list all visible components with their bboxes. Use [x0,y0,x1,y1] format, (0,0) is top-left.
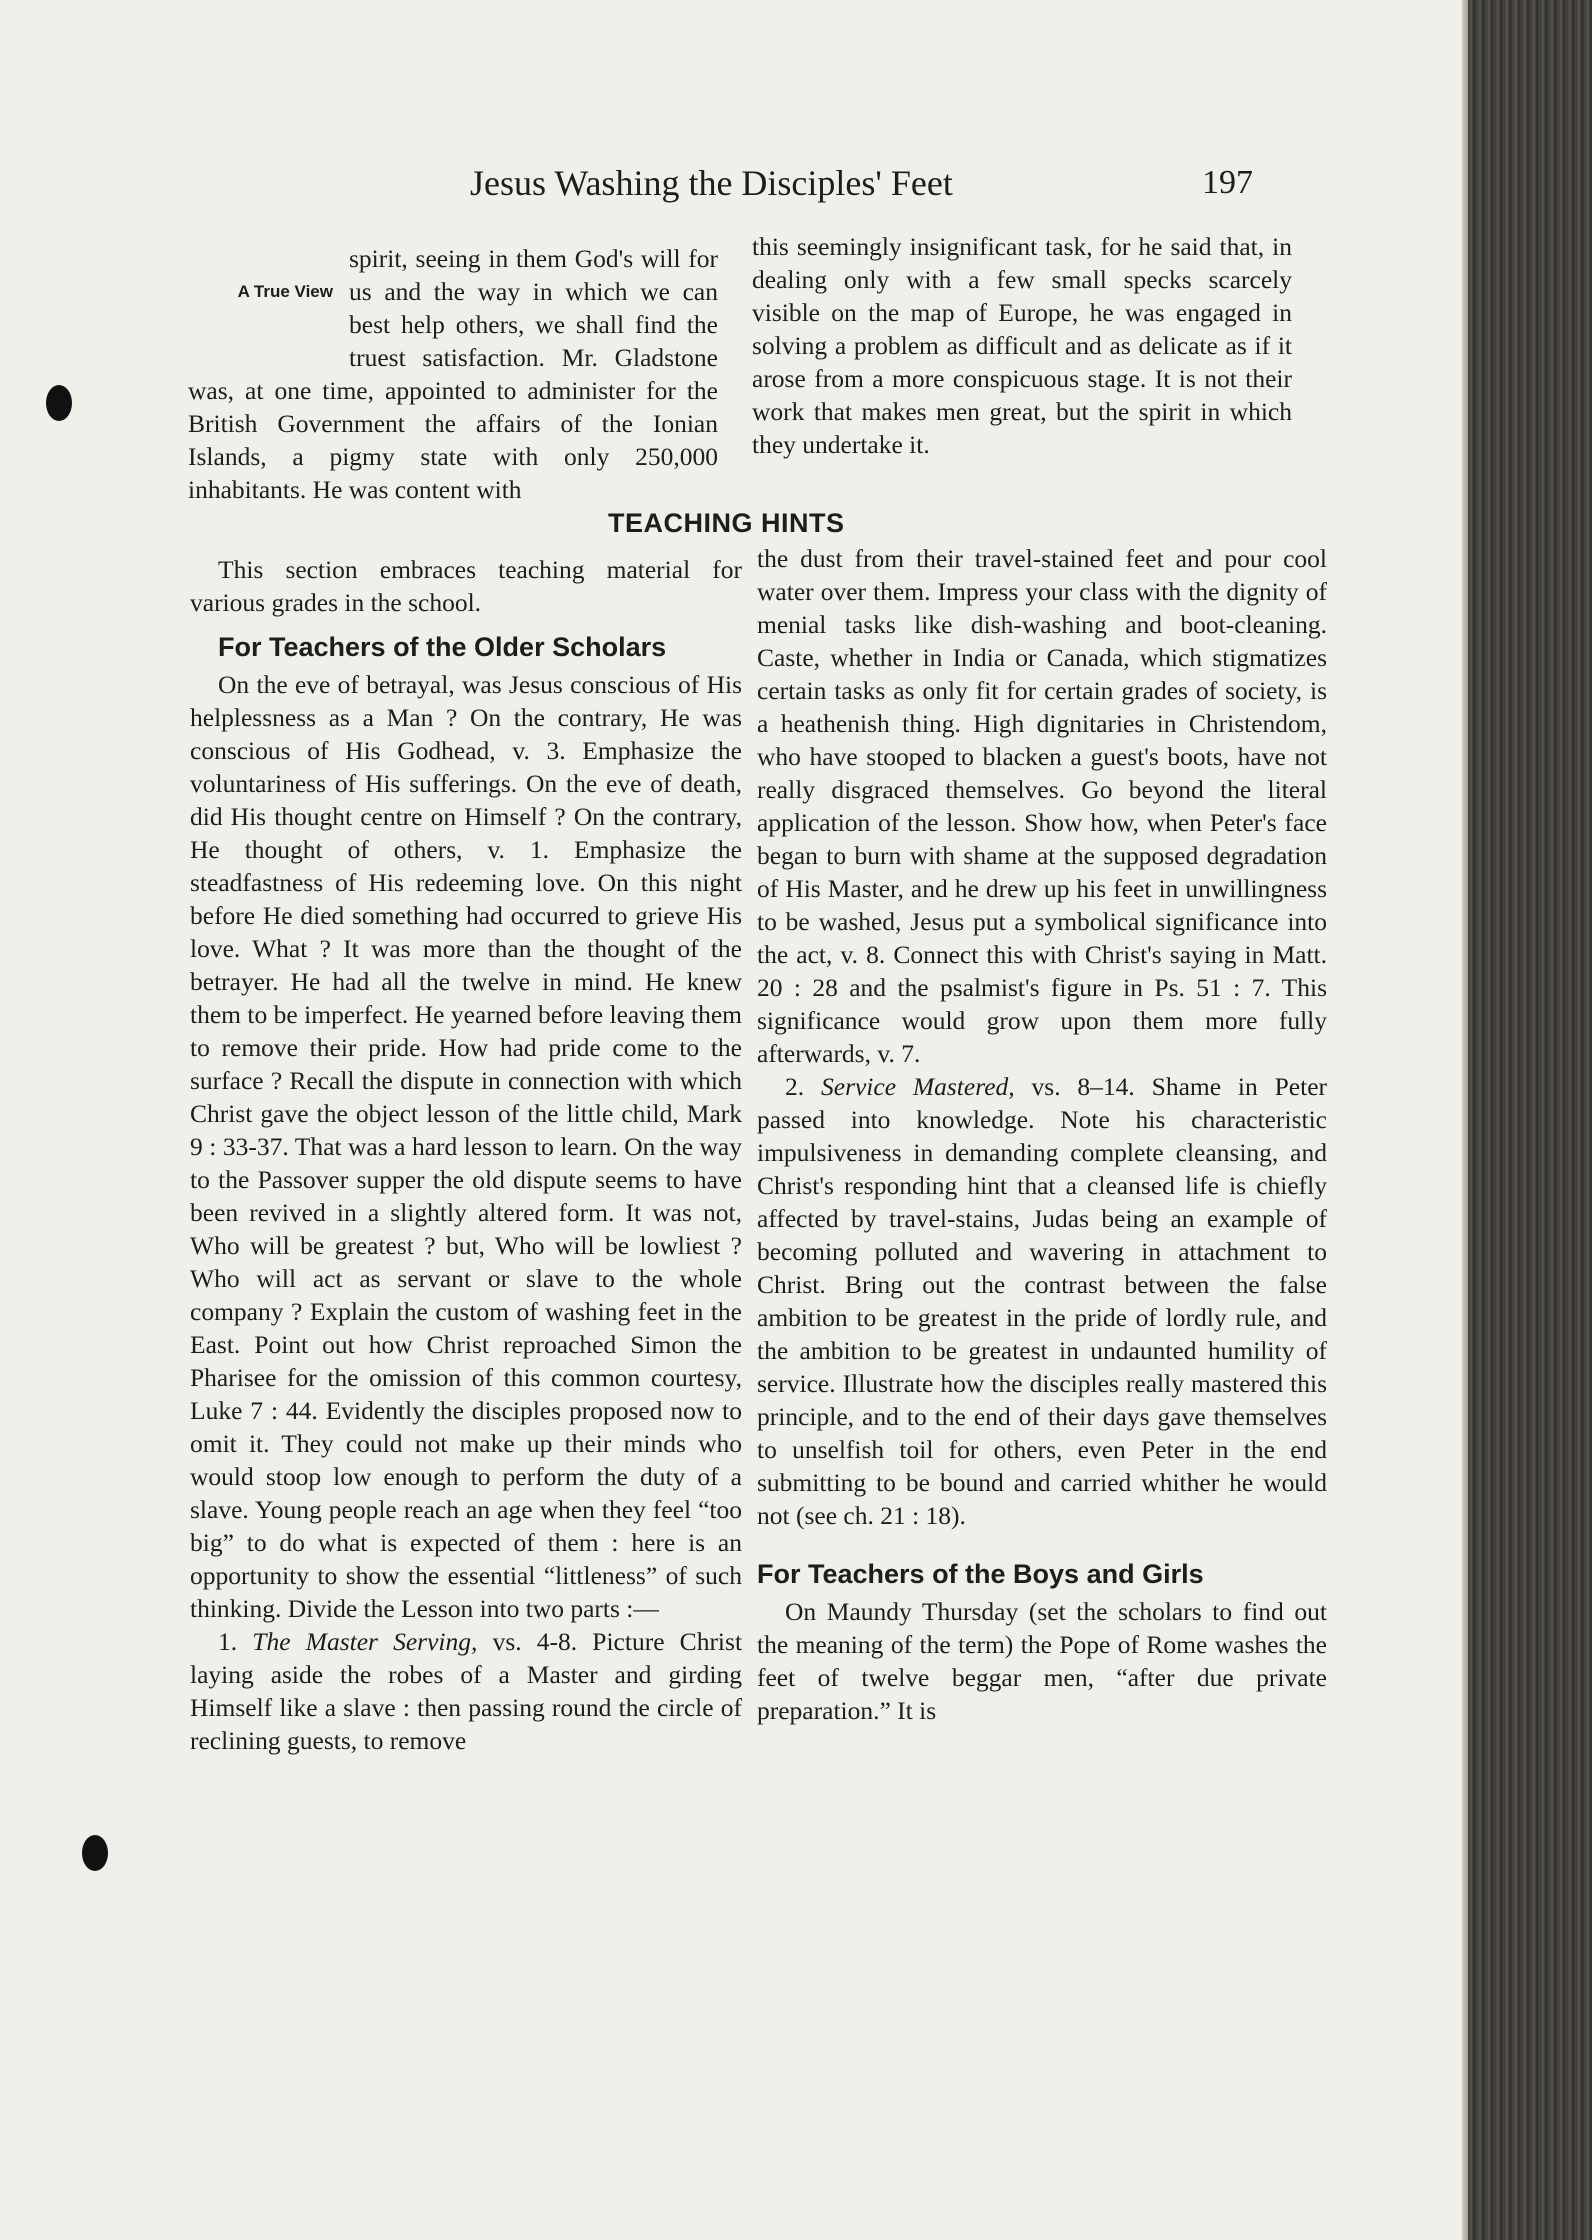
boys-girls-heading: For Teachers of the Boys and Girls [757,1559,1204,1589]
point-title: The Master Serving, [252,1627,478,1656]
point-number: 1. [218,1627,238,1656]
point-text: vs. 4-8. Picture Christ laying aside the robes of a Master and girding Himself like a slave : then passing round the circle of reclining guests, to remove [190,1627,743,1755]
left-column-top [188,242,718,506]
paragraph: On the eve of betrayal, was Jesus conscious of His helplessness as a Man ? On the contrary, He was conscious of His Godhead, v. 3. Emphasize the voluntariness of His sufferings. On the eve of death, did His thought centre on Himself ? On the contrary, He thought of others, v. 1. Emphasize the steadfastness of His redeeming love. On this night before He died something had occurred to grieve His love. What ? It was more than the thought of the betrayer. He had all the twelve in mind. He knew them to be imperfect. He yearned before leaving them to remove their pride. How had pride come to the surface ? Recall the dispute in connection with which Christ gave the object lesson of the little child, Mark 9 : 33-37. That was a hard lesson to learn. On the way to the Passover supper the old dispute seems to have been revived in a slightly altered form. It was not, Who will be greatest ? but, Who will be lowliest ? Who will act as servant or slave to the whole company ? Explain the custom of washing feet in the East. Point out how Christ reproached Simon the Pharisee for the omission of this common courtesy, Luke 7 : 44. Evidently the disciples proposed now to omit it. They could not make up their minds who would stoop low enough to perform the duty of a slave. Young people reach an age when they feel “too big” to do what is expected of them : here is an opportunity to show the essential “littleness” of such thinking. Divide the Lesson into two parts :— [190,670,742,1623]
intro-paragraph: This section embraces teaching material for various grades in the school. [190,555,742,617]
right-column-main [757,542,1327,1727]
margin-note: A True View [237,282,333,301]
paragraph: On Maundy Thursday (set the scholars to find out the meaning of the term) the Pope of Rome washes the feet of twelve beggar men, “after due private preparation.” It is [757,1597,1327,1725]
point-title: Service Mastered, [821,1072,1015,1101]
left-column-main [190,553,742,1757]
punch-hole [46,385,72,421]
page-header [0,162,1468,212]
older-scholars-heading: For Teachers of the Older Scholars [218,632,667,662]
point-two-paragraph [757,1070,1327,1532]
point-one-paragraph [190,1625,742,1757]
right-column-top [752,230,1292,461]
point-text: vs. 8–14. Shame in Peter passed into knowledge. Note his characteristic impulsiveness in demanding complete cleansing, and Christ's responding hint that a cleansed life is chiefly affected by travel-stains, Judas being an example of becoming polluted and wavering in attachment to Christ. Bring out the contrast between the false ambition to be greatest in the pride of lordly rule, and the ambition to be greatest in undaunted humility of service. Illustrate how the disciples really mastered this principle, and to the end of their days gave themselves to unselfish toil for others, even Peter in the end submitting to be bound and carried whither he would not (see ch. 21 : 18). [757,1072,1328,1530]
paragraph: this seemingly insignificant task, for he said that, in dealing only with a few small specks scarcely visible on the map of Europe, he was engaged in solving a problem as difficult and as delicate as if it arose from a more conspicuous stage. It is not their work that makes men great, but the spirit in which they undertake it. [752,232,1292,459]
margin-note-box [188,242,343,360]
paragraph: the dust from their travel-stained feet and pour cool water over them. Impress your class with the dignity of menial tasks like dish-washing and boot-cleaning. Caste, whether in India or Canada, which stigmatizes certain tasks as only fit for certain grades of society, is a heathenish thing. High dignitaries in Christendom, who have stooped to blacken a guest's boots, have not really disgraced themselves. Go beyond the literal application of the lesson. Show how, when Peter's face began to burn with shame at the supposed degradation of His Master, and he drew up his feet in unwillingness to be washed, Jesus put a symbolical significance into the act, v. 8. Connect this with Christ's saying in Matt. 20 : 28 and the psalmist's figure in Ps. 51 : 7. This significance would grow upon them more fully afterwards, v. 7. [757,544,1327,1068]
punch-hole [82,1835,108,1871]
running-title: Jesus Washing the Disciples' Feet [470,163,953,203]
paragraph: spirit, seeing in them God's will for us and the way in which we can best help others, we shall find the truest satisfaction. Mr. Gladstone was, at one time, appointed to administer for the British Government the affairs of the Ionian Islands, a pigmy state with only 250,000 inhabitants. He was content with [188,244,718,504]
section-title: TEACHING HINTS [608,508,845,538]
book-binding [1468,0,1592,2240]
page-number: 197 [1202,164,1253,201]
point-number: 2. [785,1072,805,1101]
